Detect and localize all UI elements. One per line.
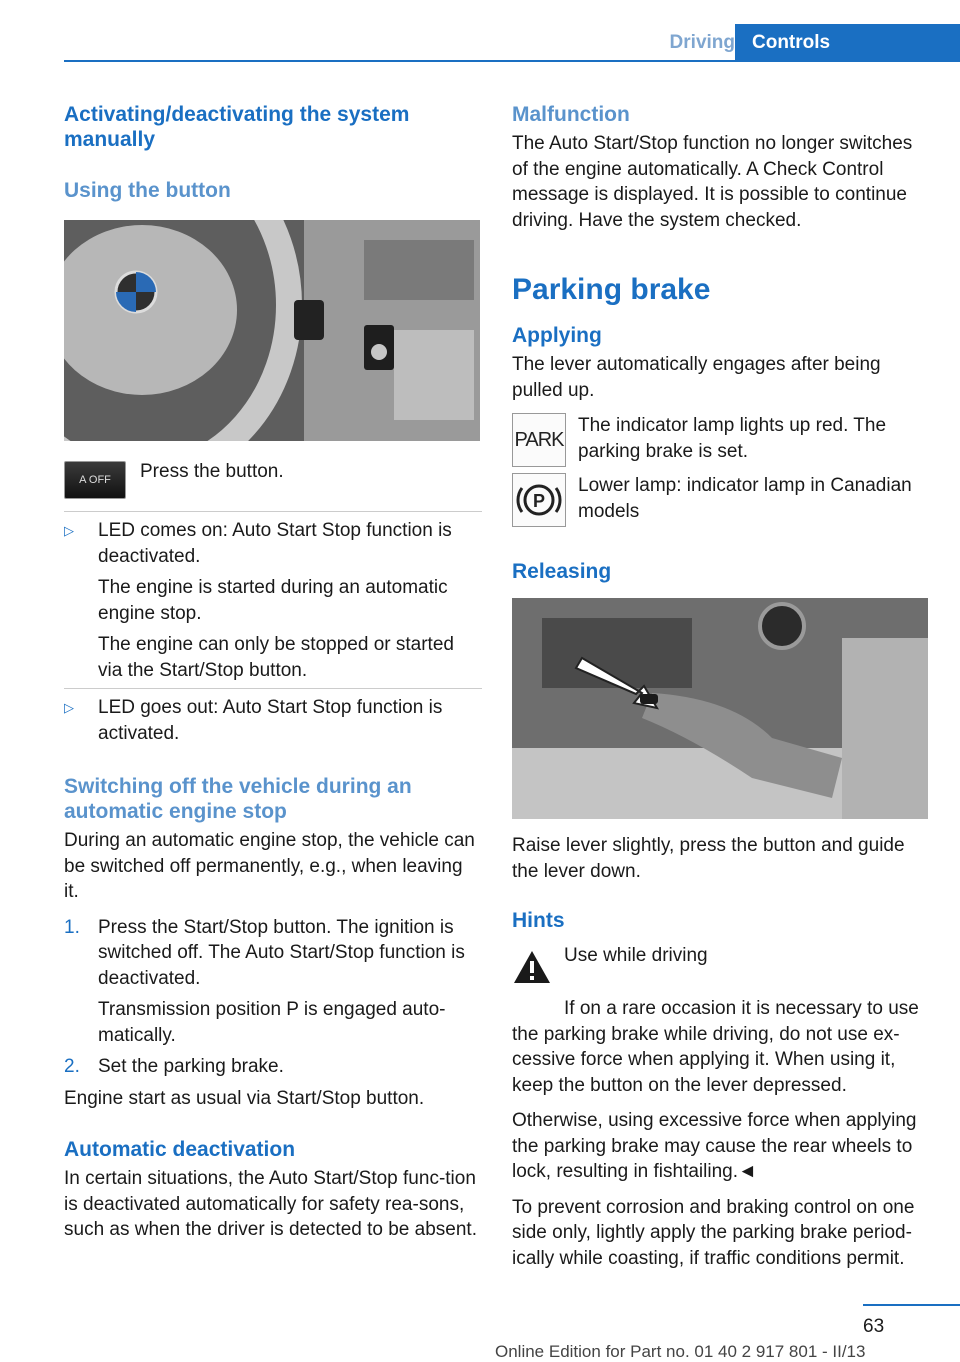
park-lamp-row: PARK The indicator lamp lights up red. The parking brake is set.: [512, 413, 930, 467]
heading-hints: Hints: [512, 909, 565, 932]
heading-malfunction: Malfunction: [512, 103, 630, 126]
otherwise-text: Otherwise, using excessive force when applying the parking brake may cause the rear wheels to lock, resulting in fishtailing.◄: [512, 1110, 917, 1182]
heading-switching-off: Switching off the vehicle during an automatic engine stop: [64, 775, 412, 823]
edition-text: Online Edition for Part no. 01 40 2 917 801 - II/13: [495, 1342, 866, 1361]
applying-text: The lever automatically engages after being pulled up.: [512, 354, 881, 401]
press-button-text: Press the button.: [140, 461, 284, 482]
heading-using-button: Using the button: [64, 179, 231, 202]
park-indicator-icon: PARK: [512, 413, 566, 467]
footer-rule: [863, 1304, 960, 1306]
auto-deactivation-text: In certain situations, the Auto Start/Stop func‐tion is deactivated automatically for safety rea‐sons, such as when the driver is detected to be absent.: [64, 1168, 477, 1240]
list-item: 2. Set the parking brake.: [64, 1056, 284, 1077]
auto-start-stop-off-icon: A OFF: [64, 461, 126, 499]
warning-text: If on a rare occasion it is necessary to use the parking brake while driving, do not use ex‐cessive force when applying it. When using it, keep the button on the lever depressed.: [512, 998, 919, 1096]
engine-start-text: Engine start as usual via Start/Stop button.: [64, 1087, 425, 1109]
p-lamp-row: P Lower lamp: indicator lamp in Canadian models: [512, 473, 930, 527]
list-item: ▷ LED comes on: Auto Start Stop function is deactivated. The engine is started during an automatic engine stop. The engine can only be stopped or started via the Start/Stop button.: [64, 520, 454, 681]
malfunction-text: The Auto Start/Stop function no longer switches of the engine automatically. A Check Control message is displayed. It is possible to continue driving. Have the system checked.: [512, 133, 913, 231]
warning-triangle-icon: [512, 949, 552, 990]
header-rule: [64, 60, 960, 62]
list-item: ▷ LED goes out: Auto Start Stop function is activated.: [64, 697, 443, 744]
heading-automatic-deactivation: Automatic deactivation: [64, 1138, 296, 1161]
page-header: [64, 24, 960, 62]
chapter-label: Controls: [735, 24, 960, 62]
list-item: 1. Press the Start/Stop button. The ignition is switched off. The Auto Start/Stop function is deactivated. Transmission position P is engaged auto‐matically.: [64, 916, 465, 1046]
left-column: [64, 102, 482, 1243]
steering-wheel-illustration: [64, 220, 480, 441]
heading-applying: Applying: [512, 324, 602, 347]
heading-parking-brake: Parking brake: [512, 273, 711, 306]
releasing-text: Raise lever slightly, press the button and guide the lever down.: [512, 835, 905, 882]
parking-brake-illustration: [512, 598, 928, 819]
steering-wheel-photo: [64, 220, 480, 441]
heading-activating: Activating/deactivating the system manually: [64, 103, 410, 151]
switch-off-text: During an automatic engine stop, the vehicle can be switched off permanently, e.g., when leaving it.: [64, 830, 475, 902]
page-number: 63: [863, 1316, 885, 1337]
triangle-bullet-icon: ▷: [64, 523, 74, 538]
divider: [64, 511, 482, 512]
right-column: [512, 102, 930, 1271]
parking-brake-p-icon: [512, 473, 566, 527]
triangle-bullet-icon: ▷: [64, 700, 74, 715]
warning-block: [512, 943, 930, 990]
section-label: Driving: [669, 32, 735, 53]
divider: [64, 688, 482, 689]
press-button-row: [64, 461, 482, 499]
heading-releasing: Releasing: [512, 560, 612, 583]
corrosion-text: To prevent corrosion and braking control on one side only, lightly apply the parking brake period‐ically while coasting, if traffic conditions permit.: [512, 1196, 915, 1269]
svg-text:P: P: [532, 491, 546, 511]
parking-brake-photo: [512, 598, 928, 819]
warning-title: Use while driving: [564, 945, 708, 966]
